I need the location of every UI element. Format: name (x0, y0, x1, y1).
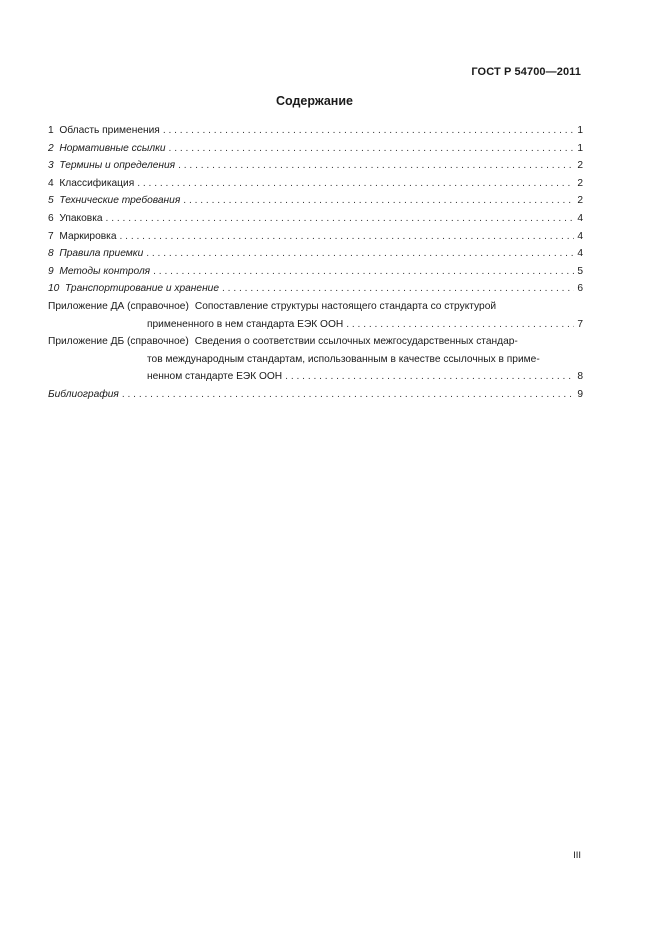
toc-entry-number: 3 (48, 160, 54, 172)
dot-leader (163, 122, 575, 140)
toc-entry-label: Методы контроля (59, 265, 151, 277)
toc-entry-2[interactable] (48, 140, 583, 158)
toc-entry-7[interactable] (48, 228, 583, 246)
toc-entry-page: 5 (577, 265, 583, 277)
toc-entry-page: 4 (577, 230, 583, 242)
toc-entry-page: 9 (577, 388, 583, 400)
toc-entry-page: 6 (577, 283, 583, 295)
toc-entry-label: Область применения (59, 125, 160, 136)
dot-leader (222, 280, 574, 298)
toc-annex-db[interactable] (48, 333, 583, 386)
toc-entry-number: 4 (48, 177, 54, 189)
toc-entry-page: 1 (577, 125, 583, 136)
toc-entry-label: Классификация (59, 177, 135, 189)
toc-entry-3[interactable] (48, 157, 583, 175)
toc-entry-label: Упаковка (59, 212, 103, 224)
dot-leader (120, 228, 575, 246)
toc-entry-8[interactable] (48, 245, 583, 263)
toc-entry-9[interactable] (48, 263, 583, 281)
document-code: ГОСТ Р 54700—2011 (471, 66, 581, 78)
toc-annex-da[interactable] (48, 298, 583, 333)
annex-prefix: Приложение ДА (справочное) (48, 300, 189, 312)
toc-entry-page: 7 (577, 318, 583, 330)
table-of-contents (48, 122, 583, 404)
toc-entry-6[interactable] (48, 210, 583, 228)
dot-leader (146, 245, 574, 263)
toc-entry-label: Транспортирование и хранение (65, 283, 220, 295)
toc-entry-page: 4 (577, 248, 583, 260)
toc-entry-number: 10 (48, 283, 60, 295)
dot-leader (137, 175, 574, 193)
dot-leader (106, 210, 575, 228)
toc-entry-4[interactable] (48, 175, 583, 193)
toc-entry-page: 2 (577, 160, 583, 172)
dot-leader (122, 386, 574, 404)
dot-leader (183, 192, 574, 210)
toc-entry-number: 1 (48, 125, 54, 136)
toc-title: Содержание (275, 94, 353, 108)
dot-leader (169, 140, 575, 158)
dot-leader (346, 316, 574, 334)
toc-entry-number: 6 (48, 212, 54, 224)
annex-title-line: Сведения о соответствии ссылочных межгосударственных стандар- (194, 336, 518, 348)
annex-title-line: тов международным стандартам, использованным в качестве ссылочных в приме- (147, 353, 540, 365)
annex-title-line: Сопоставление структуры настоящего стандарта со структурой (194, 300, 497, 312)
page-number: III (573, 850, 581, 861)
toc-entry-5[interactable] (48, 192, 583, 210)
toc-entry-page: 8 (577, 371, 583, 383)
toc-entry-label: Правила приемки (59, 248, 144, 260)
annex-title-line: примененного в нем стандарта ЕЭК ООН (147, 318, 344, 330)
toc-entry-number: 9 (48, 265, 54, 277)
toc-entry-number: 2 (48, 142, 54, 154)
toc-entry-page: 2 (577, 195, 583, 207)
toc-entry-page: 2 (577, 177, 583, 189)
toc-entry-label: Библиография (48, 388, 119, 400)
toc-entry-number: 7 (48, 230, 54, 242)
toc-entry-label: Нормативные ссылки (59, 142, 166, 154)
toc-entry-10[interactable] (48, 280, 583, 298)
dot-leader (178, 157, 574, 175)
dot-leader (285, 368, 574, 386)
dot-leader (153, 263, 574, 281)
toc-entry-bibliography[interactable] (48, 386, 583, 404)
toc-entry-label: Термины и определения (59, 160, 176, 172)
toc-entry-number: 5 (48, 195, 54, 207)
annex-prefix: Приложение ДБ (справочное) (48, 336, 189, 348)
toc-entry-number: 8 (48, 248, 54, 260)
toc-entry-page: 4 (577, 212, 583, 224)
toc-entry-label: Маркировка (59, 230, 117, 242)
annex-title-line: ненном стандарте ЕЭК ООН (147, 371, 283, 383)
toc-entry-1[interactable] (48, 122, 583, 140)
toc-entry-page: 1 (577, 142, 583, 154)
toc-entry-label: Технические требования (59, 195, 181, 207)
